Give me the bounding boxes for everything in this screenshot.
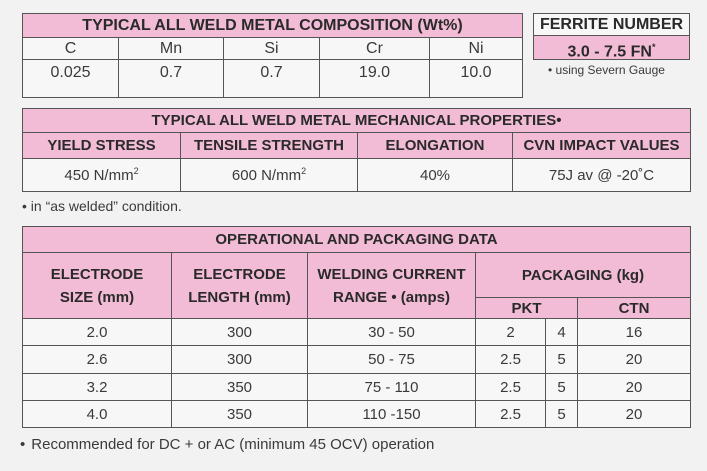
header-pkt: PKT xyxy=(476,298,578,319)
ferrite-number-box xyxy=(533,13,690,60)
composition-element-mn: Mn xyxy=(119,38,224,60)
mechanical-title: TYPICAL ALL WELD METAL MECHANICAL PROPERTIES• xyxy=(23,109,691,133)
cell-pkt-a: 2 xyxy=(476,319,546,346)
table-row xyxy=(23,346,691,374)
cell-size: 4.0 xyxy=(23,401,172,428)
header-welding-current xyxy=(308,253,476,319)
value-yield-stress xyxy=(23,159,181,192)
cell-current: 75 - 110 xyxy=(308,374,476,401)
header-cvn-impact: CVN IMPACT VALUES xyxy=(513,133,691,159)
cell-pkt-b: 5 xyxy=(546,401,578,428)
header-packaging: PACKAGING (kg) xyxy=(476,253,691,298)
table-row xyxy=(23,319,691,346)
header-electrode-size-line1: ELECTRODE xyxy=(50,265,144,283)
cell-length: 300 xyxy=(172,319,308,346)
header-electrode-length-line1: ELECTRODE xyxy=(193,265,286,283)
composition-value-c: 0.025 xyxy=(23,60,119,98)
header-tensile-strength: TENSILE STRENGTH xyxy=(181,133,358,159)
header-welding-current-line1: WELDING CURRENT xyxy=(317,265,466,283)
composition-element-c: C xyxy=(23,38,119,60)
cell-pkt-a: 2.5 xyxy=(476,346,546,374)
operational-title: OPERATIONAL AND PACKAGING DATA xyxy=(23,227,691,253)
ferrite-value-text: 3.0 - 7.5 FN xyxy=(567,43,652,61)
composition-element-si: Si xyxy=(224,38,320,60)
operational-table xyxy=(22,226,691,428)
cell-size: 2.6 xyxy=(23,346,172,374)
operational-note-text: Recommended for DC + or AC (minimum 45 OCV) operation xyxy=(31,436,435,453)
cell-ctn: 20 xyxy=(578,401,691,428)
cell-size: 2.0 xyxy=(23,319,172,346)
operational-note xyxy=(20,436,434,453)
header-electrode-size-line2: SIZE (mm) xyxy=(59,288,135,306)
header-electrode-length xyxy=(172,253,308,319)
yield-stress-sup: 2 xyxy=(133,166,139,176)
header-welding-current-line2a: RANGE xyxy=(333,288,392,306)
composition-value-cr: 19.0 xyxy=(320,60,430,98)
header-welding-current-bullet: • xyxy=(391,288,397,306)
cell-size: 3.2 xyxy=(23,374,172,401)
cell-current: 50 - 75 xyxy=(308,346,476,374)
ferrite-value-mark: * xyxy=(651,42,656,52)
tensile-strength-sup: 2 xyxy=(301,166,307,176)
cell-current: 30 - 50 xyxy=(308,319,476,346)
header-electrode-length-line2: LENGTH (mm) xyxy=(188,288,291,306)
header-yield-stress: YIELD STRESS xyxy=(23,133,181,159)
header-electrode-size xyxy=(23,253,172,319)
ferrite-note: • using Severn Gauge xyxy=(548,63,665,77)
header-welding-current-line2b: (amps) xyxy=(396,288,450,306)
ferrite-value xyxy=(533,36,690,60)
cell-pkt-a: 2.5 xyxy=(476,374,546,401)
composition-value-ni: 10.0 xyxy=(430,60,523,98)
value-cvn-impact: 75J av @ -20˚C xyxy=(513,159,691,192)
table-row xyxy=(23,401,691,428)
header-elongation: ELONGATION xyxy=(358,133,513,159)
tensile-strength-text: 600 N/mm xyxy=(231,167,302,184)
composition-value-mn: 0.7 xyxy=(119,60,224,98)
mechanical-table xyxy=(22,108,691,192)
cell-ctn: 20 xyxy=(578,346,691,374)
cell-length: 300 xyxy=(172,346,308,374)
value-tensile-strength xyxy=(181,159,358,192)
composition-title: TYPICAL ALL WELD METAL COMPOSITION (Wt%) xyxy=(23,14,523,38)
composition-element-ni: Ni xyxy=(430,38,523,60)
cell-length: 350 xyxy=(172,401,308,428)
operational-note-bullet: • xyxy=(20,436,26,453)
cell-ctn: 16 xyxy=(578,319,691,346)
cell-pkt-b: 5 xyxy=(546,346,578,374)
yield-stress-text: 450 N/mm xyxy=(64,167,134,184)
cell-pkt-a: 2.5 xyxy=(476,401,546,428)
value-elongation: 40% xyxy=(358,159,513,192)
cell-pkt-b: 5 xyxy=(546,374,578,401)
cell-length: 350 xyxy=(172,374,308,401)
mechanical-note: • in “as welded” condition. xyxy=(22,198,182,214)
composition-value-si: 0.7 xyxy=(224,60,320,98)
ferrite-title: FERRITE NUMBER xyxy=(533,13,690,36)
cell-pkt-b: 4 xyxy=(546,319,578,346)
composition-table xyxy=(22,13,523,98)
cell-current: 110 -150 xyxy=(308,401,476,428)
header-ctn: CTN xyxy=(578,298,691,319)
composition-element-cr: Cr xyxy=(320,38,430,60)
table-row xyxy=(23,374,691,401)
cell-ctn: 20 xyxy=(578,374,691,401)
